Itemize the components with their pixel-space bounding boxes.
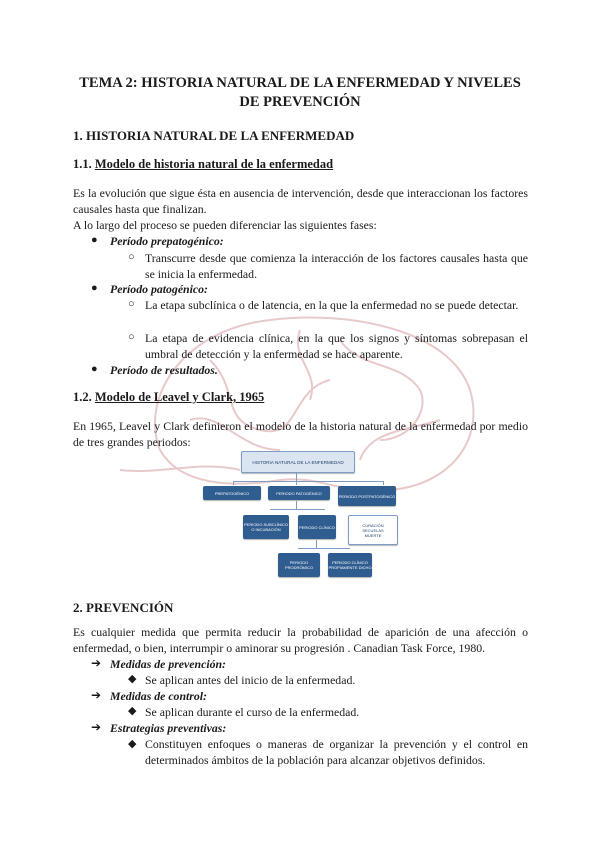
diagram-connector xyxy=(270,509,325,510)
diamond-bullet-icon: ◆ xyxy=(128,738,137,750)
diagram-connector xyxy=(296,481,297,485)
diagram-connector xyxy=(383,481,384,485)
diagram-box-patogenico: PERIODO PATOGÉNICO xyxy=(268,486,330,500)
diagram-box-prepatogenico: PREPATOGÉNICO xyxy=(203,486,261,500)
arrow-right-icon: ➔ xyxy=(91,720,102,734)
diagram-connector xyxy=(296,501,297,509)
phase-patogenico: Período patogénico: xyxy=(110,282,208,296)
phase-patogenico-desc-1: La etapa subclínica o de latencia, en la que la enfermedad no se puede detectar. xyxy=(145,298,519,312)
subsection-title: Modelo de Leavel y Clark, 1965 xyxy=(94,390,265,404)
item-medidas-control: Medidas de control: xyxy=(110,689,207,703)
diagram-top-box: HISTORIA NATURAL DE LA ENFERMEDAD xyxy=(241,451,355,473)
diagram-box-resultados xyxy=(348,515,398,545)
diagram-box-clinico: PERIODO CLÍNICO xyxy=(298,515,336,539)
subsection-number: 1.1. xyxy=(73,157,92,171)
bullet-circle-icon: ○ xyxy=(128,331,135,343)
subsection-title: Modelo de historia natural de la enfermedad xyxy=(94,157,334,171)
arrow-right-icon: ➔ xyxy=(91,656,102,670)
diagram-connector xyxy=(316,540,317,548)
prevention-paragraph: Es cualquier medida que permita reducir la probabilidad de aparición de una afección o enfermedad, o bien, interrumpir o aminorar su progresión . Canadian Task Force, 1980. xyxy=(73,625,528,655)
diagram-connector xyxy=(296,472,297,481)
phase-resultados: Período de resultados. xyxy=(110,363,218,377)
diagram-box-prodromico: PERIODO PRODRÓMICO xyxy=(278,553,320,577)
diamond-bullet-icon: ◆ xyxy=(128,705,137,717)
diagram-box-clinico-dicho: PERIODO CLÍNICO PROPIAMENTE DICHO xyxy=(328,553,372,577)
diagram-connector xyxy=(233,481,234,485)
phase-prepatogenico: Período prepatogénico: xyxy=(110,234,224,248)
phase-prepatogenico-desc: Transcurre desde que comienza la interacción de los factores causales hasta que se inicia la enfermedad. xyxy=(145,251,528,281)
bullet-circle-icon: ○ xyxy=(128,298,135,310)
bullet-dot-icon: ● xyxy=(91,282,98,294)
arrow-right-icon: ➔ xyxy=(91,688,102,702)
leavel-clark-paragraph: En 1965, Leavel y Clark definieron el modelo de la historia natural de la enfermedad por medio de tres grandes periodos: xyxy=(73,419,528,449)
phases-intro: A lo largo del proceso se pueden diferenciar las siguientes fases: xyxy=(73,218,377,232)
diamond-bullet-icon: ◆ xyxy=(128,673,137,685)
definition-paragraph: Es la evolución que sigue ésta en ausencia de intervención, desde que interaccionan los factores causales hasta que finalizan. xyxy=(73,186,528,216)
item-estrategias-desc: Constituyen enfoques o maneras de organizar la prevención y el control en determinados ámbitos de la población para alcanzar objetivos definidos. xyxy=(145,737,528,767)
diagram-result-curacion: CURACIÓN xyxy=(362,522,384,528)
subsection-number: 1.2. xyxy=(73,390,92,404)
diagram-result-secuelas: SECUELAS xyxy=(362,527,384,533)
leavel-clark-diagram xyxy=(214,451,424,579)
item-medidas-control-desc: Se aplican durante el curso de la enfermedad. xyxy=(145,705,360,719)
item-medidas-prevencion-desc: Se aplican antes del inicio de la enfermedad. xyxy=(145,673,356,687)
item-estrategias: Estrategias preventivas: xyxy=(110,721,227,735)
diagram-box-subclinico: PERIODO SUBCLÍNICO O INCUBACIÓN xyxy=(243,515,289,539)
diagram-result-muerte: MUERTE xyxy=(364,532,382,538)
diagram-connector xyxy=(233,481,383,482)
bullet-circle-icon: ○ xyxy=(128,251,135,263)
bullet-dot-icon: ● xyxy=(91,363,98,375)
page-title: TEMA 2: HISTORIA NATURAL DE LA ENFERMEDAD Y NIVELES DE PREVENCIÓN xyxy=(79,75,521,110)
subsection-heading-1-2 xyxy=(73,390,264,405)
diagram-connector xyxy=(298,548,350,549)
item-medidas-prevencion: Medidas de prevención: xyxy=(110,657,226,671)
diagram-box-postpatogenico: PERIODO POSTPATOGÉNICO xyxy=(338,486,396,506)
subsection-heading-1-1 xyxy=(73,157,333,172)
section-heading-prevencion: 2. PREVENCIÓN xyxy=(73,600,174,615)
bullet-dot-icon: ● xyxy=(91,234,98,246)
section-heading-historia: 1. HISTORIA NATURAL DE LA ENFERMEDAD xyxy=(73,128,355,143)
phase-patogenico-desc-2: La etapa de evidencia clínica, en la que los signos y síntomas sobrepasan el umbral de detección y la enfermedad se hace aparente. xyxy=(145,331,528,361)
